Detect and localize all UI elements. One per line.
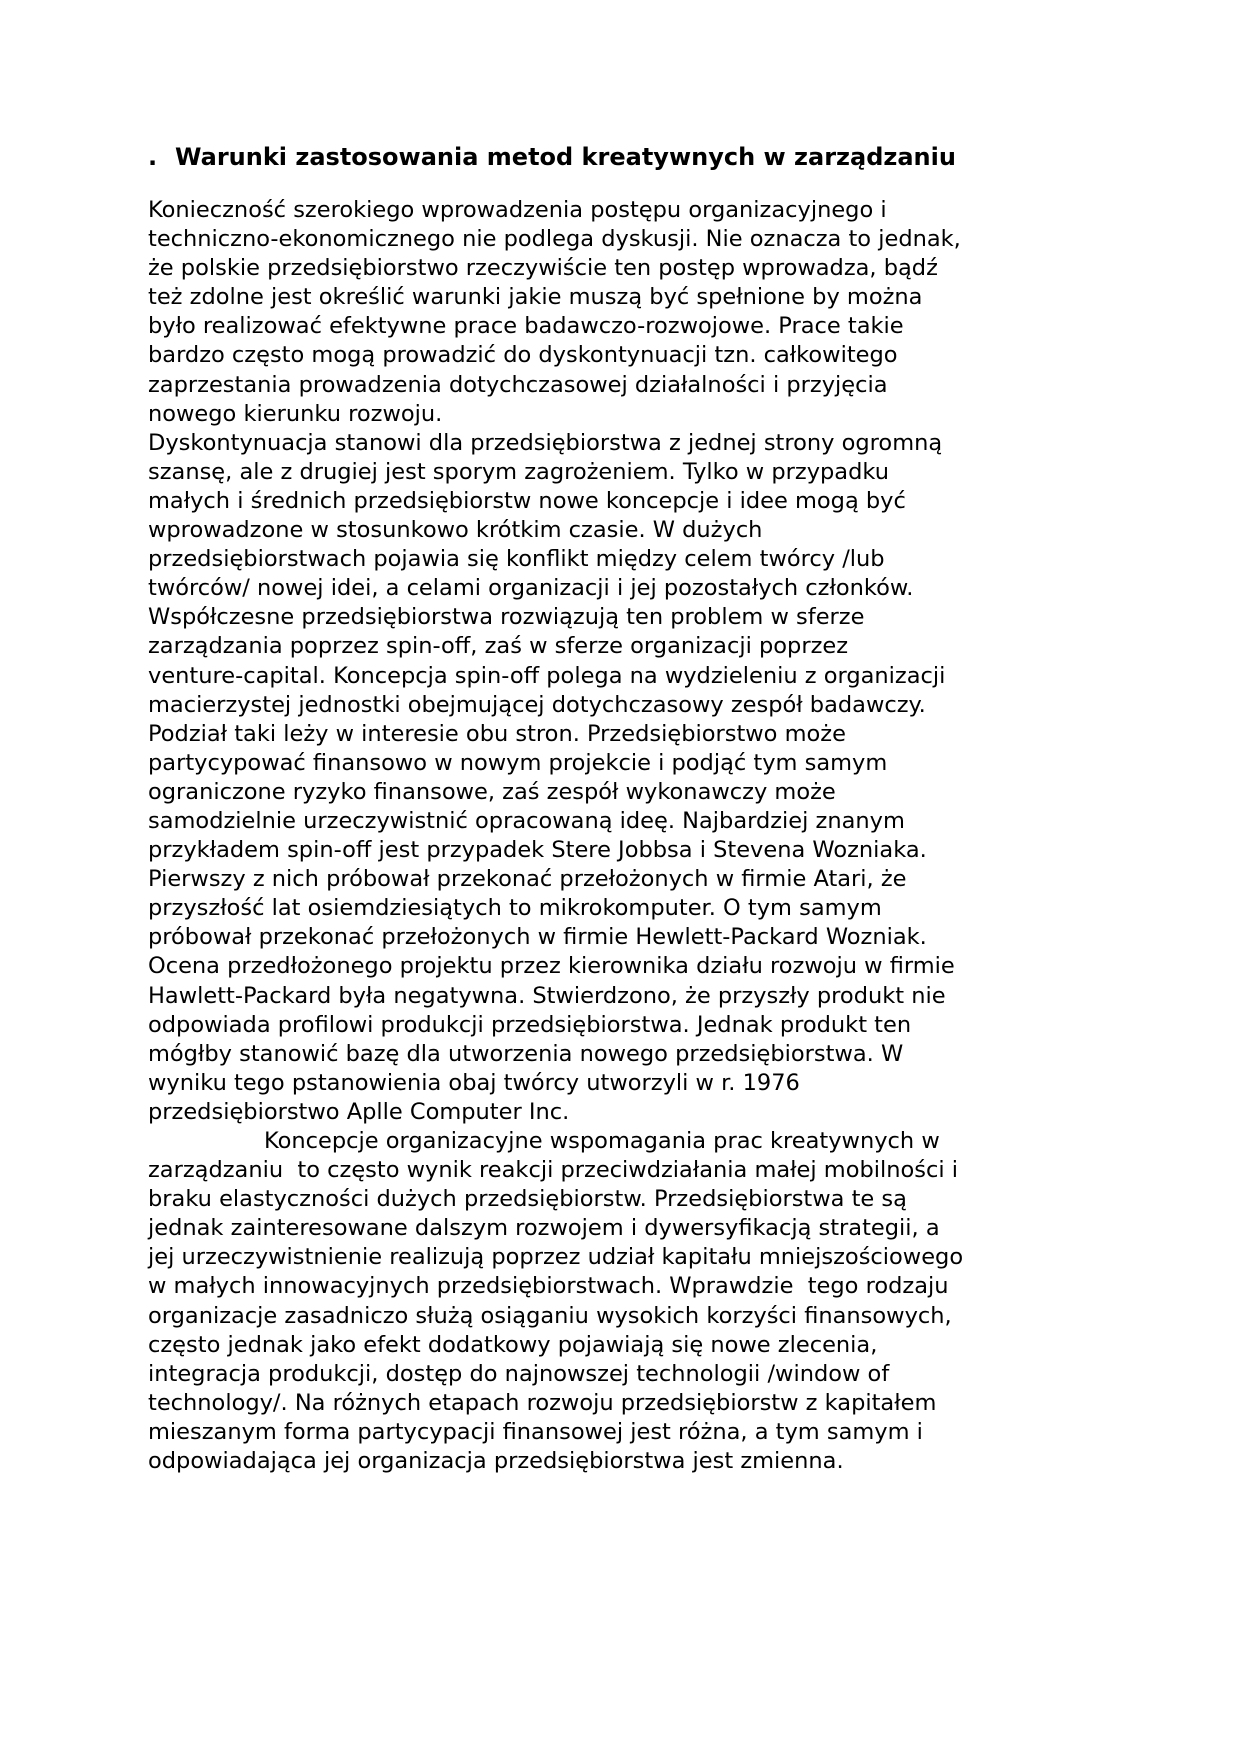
text-line: też zdolne jest określić warunki jakie muszą być spełnione by można bbox=[148, 284, 923, 311]
text-line: venture-capital. Koncepcja spin-off polega na wydzieleniu z organizacji bbox=[148, 662, 946, 689]
text-line: mógłby stanowić bazę dla utworzenia nowego przedsiębiorstwa. W bbox=[148, 1040, 904, 1067]
text-line: braku elastyczności dużych przedsiębiorstw. Przedsiębiorstwa te są bbox=[148, 1186, 907, 1213]
text-line: zarządzaniu to często wynik reakcji przeciwdziałania małej mobilności i bbox=[148, 1157, 959, 1184]
text-line: odpowiada profilowi produkcji przedsiębiorstwa. Jednak produkt ten bbox=[148, 1011, 912, 1038]
text-line: przyszłość lat osiemdziesiątych to mikrokomputer. O tym samym bbox=[148, 895, 882, 922]
text-line: Podział taki leży w interesie obu stron. Przedsiębiorstwo może bbox=[148, 720, 846, 747]
text-line: przedsiębiorstwo Aplle Computer Inc. bbox=[148, 1098, 570, 1125]
text-line: partycypować finansowo w nowym projekcie i podjąć tym samym bbox=[148, 749, 888, 776]
text-line: Ocena przedłożonego projektu przez kierownika działu rozwoju w firmie bbox=[148, 953, 955, 980]
text-line: mieszanym forma partycypacji finansowej jest różna, a tym samym i bbox=[148, 1418, 923, 1445]
text-line: wyniku tego pstanowienia obaj twórcy utworzyli w r. 1976 bbox=[148, 1069, 800, 1096]
text-line: twórców/ nowej idei, a celami organizacji i jej pozostałych członków. bbox=[148, 575, 914, 602]
text-line: Hawlett-Packard była negatywna. Stwierdzono, że przyszły produkt nie bbox=[148, 982, 946, 1009]
text-line: Współczesne przedsiębiorstwa rozwiązują ten problem w sferze bbox=[148, 604, 865, 631]
text-line: zarządzania poprzez spin-off, zaś w sferze organizacji poprzez bbox=[148, 633, 849, 660]
text-line: jednak zainteresowane dalszym rozwojem i dywersyfikacją strategii, a bbox=[148, 1215, 940, 1242]
text-line: zaprzestania prowadzenia dotychczasowej działalności i przyjęcia bbox=[148, 371, 888, 398]
text-line: że polskie przedsiębiorstwo rzeczywiście ten postęp wprowadza, bądź bbox=[148, 255, 938, 282]
text-line: nowego kierunku rozwoju. bbox=[148, 400, 443, 427]
text-line: próbował przekonać przełożonych w firmie Hewlett-Packard Wozniak. bbox=[148, 924, 927, 951]
text-line: samodzielnie urzeczywistnić opracowaną ideę. Najbardziej znanym bbox=[148, 807, 905, 834]
text-line: jej urzeczywistnienie realizują poprzez udział kapitału mniejszościowego bbox=[148, 1244, 964, 1271]
text-line: integracja produkcji, dostęp do najnowszej technologii /window of bbox=[148, 1360, 890, 1387]
text-line: w małych innowacyjnych przedsiębiorstwach. Wprawdzie tego rodzaju bbox=[148, 1273, 949, 1300]
paragraph-2 bbox=[148, 429, 1078, 1127]
paragraph-1 bbox=[148, 196, 1078, 429]
text-line: przykładem spin-off jest przypadek Stere Jobbsa i Stevena Wozniaka. bbox=[148, 837, 927, 864]
heading-title: Warunki zastosowania metod kreatywnych w zarządzaniu bbox=[175, 143, 956, 171]
text-line: Dyskontynuacja stanowi dla przedsiębiorstwa z jednej strony ogromną bbox=[148, 429, 943, 456]
text-line: często jednak jako efekt dodatkowy pojawiają się nowe zlecenia, bbox=[148, 1331, 878, 1358]
text-line: ograniczone ryzyko finansowe, zaś zespół wykonawczy może bbox=[148, 778, 836, 805]
document-page bbox=[148, 140, 1078, 1476]
text-line: Koncepcje organizacyjne wspomagania prac kreatywnych w bbox=[264, 1128, 940, 1154]
text-line: przedsiębiorstwach pojawia się konflikt między celem twórcy /lub bbox=[148, 546, 885, 573]
text-line: wprowadzone w stosunkowo krótkim czasie. W dużych bbox=[148, 517, 763, 544]
text-line: Pierwszy z nich próbował przekonać przełożonych w firmie Atari, że bbox=[148, 866, 907, 893]
text-line: techniczno-ekonomicznego nie podlega dyskusji. Nie oznacza to jednak, bbox=[148, 226, 961, 253]
text-line: bardzo często mogą prowadzić do dyskontynuacji tzn. całkowitego bbox=[148, 342, 898, 369]
heading-marker: . bbox=[148, 143, 158, 171]
text-line: odpowiadająca jej organizacja przedsiębiorstwa jest zmienna. bbox=[148, 1448, 844, 1475]
text-line: Konieczność szerokiego wprowadzenia postępu organizacyjnego i bbox=[148, 197, 887, 223]
text-line: szansę, ale z drugiej jest sporym zagrożeniem. Tylko w przypadku bbox=[148, 458, 889, 485]
text-line: było realizować efektywne prace badawczo-rozwojowe. Prace takie bbox=[148, 313, 904, 340]
section-heading bbox=[148, 140, 1078, 174]
paragraph-3 bbox=[148, 1127, 1078, 1476]
text-line: macierzystej jednostki obejmującej dotychczasowy zespół badawczy. bbox=[148, 691, 926, 718]
text-line: małych i średnich przedsiębiorstw nowe koncepcje i idee mogą być bbox=[148, 487, 906, 514]
text-line: organizacje zasadniczo służą osiąganiu wysokich korzyści finansowych, bbox=[148, 1302, 952, 1329]
text-line: technology/. Na różnych etapach rozwoju przedsiębiorstw z kapitałem bbox=[148, 1389, 937, 1416]
